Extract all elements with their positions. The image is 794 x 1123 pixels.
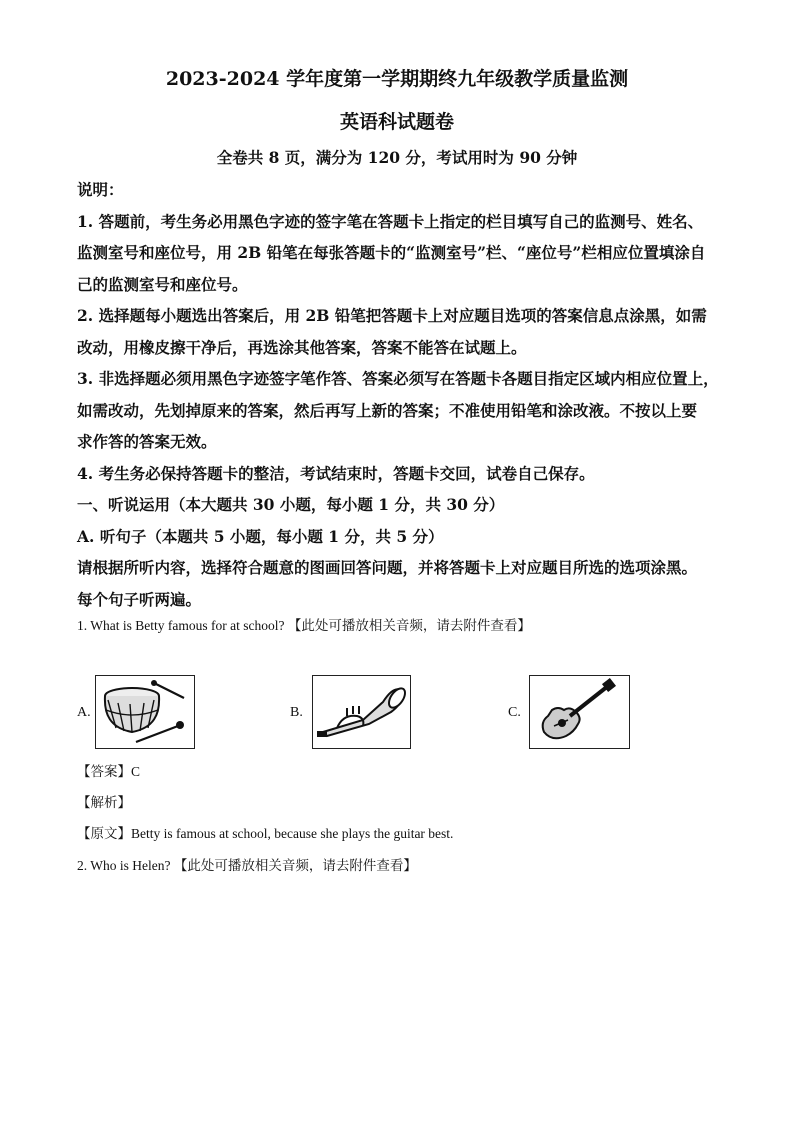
exam-subtitle: 英语科试题卷 xyxy=(339,111,454,133)
direction-line: 请根据所听内容，选择符合题意的图画回答问题，并将答题卡上对应题目所选的选项涂黑。 xyxy=(77,558,698,577)
instruction-line: 监测室号和座位号，用 2B 铅笔在每张答题卡的“监测室号”栏、“座位号”栏相应位置填涂自 xyxy=(77,243,706,262)
option-a-label: A. xyxy=(77,705,91,720)
option-b-label: B. xyxy=(290,705,303,720)
part-title: 一、听说运用（本大题共 30 小题，每小题 1 分，共 30 分） xyxy=(77,495,505,514)
option-b-image[interactable] xyxy=(312,675,411,749)
instructions-heading: 说明： xyxy=(77,180,124,199)
question-2-prompt: 2. Who is Helen? 【此处可播放相关音频，请去附件查看】 xyxy=(77,858,417,873)
analysis-line: 【解析】 xyxy=(77,795,131,810)
instruction-line: 2. 选择题每小题选出答案后，用 2B 铅笔把答题卡上对应题目选项的答案信息点涂黑，如需 xyxy=(77,306,707,325)
exam-meta: 全卷共 8 页，满分为 120 分，考试用时为 90 分钟 xyxy=(216,148,578,167)
option-c-image[interactable] xyxy=(529,675,630,749)
original-text-line: 【原文】Betty is famous at school, because she plays the guitar best. xyxy=(77,826,454,841)
instructions-block xyxy=(77,174,727,615)
option-a-image[interactable] xyxy=(95,675,195,749)
instruction-line: 求作答的答案无效。 xyxy=(77,432,217,451)
trumpet-icon xyxy=(313,676,410,748)
exam-title: 2023-2024 学年度第一学期期终九年级教学质量监测 xyxy=(165,68,629,90)
instruction-line: 4. 考生务必保持答题卡的整洁，考试结束时，答题卡交回，试卷自己保存。 xyxy=(77,463,595,483)
option-c-label: C. xyxy=(508,705,521,720)
instruction-line: 改动，用橡皮擦干净后，再选涂其他答案，答案不能答在试题上。 xyxy=(77,337,527,357)
answer-line: 【答案】C xyxy=(77,764,141,779)
question-1-prompt: 1. What is Betty famous for at school? 【此处可播放相关音频，请去附件查看】 xyxy=(77,618,531,633)
instruction-line: 1. 答题前，考生务必用黑色字迹的签字笔在答题卡上指定的栏目填写自己的监测号、姓名、 xyxy=(77,211,704,231)
direction-line: 每个句子听两遍。 xyxy=(77,589,202,609)
sub-title: A. 听句子（本题共 5 小题，每小题 1 分，共 5 分） xyxy=(77,526,444,546)
drum-icon xyxy=(96,676,194,748)
guitar-icon xyxy=(530,676,629,748)
instruction-line: 己的监测室号和座位号。 xyxy=(77,274,248,294)
instruction-line: 如需改动，先划掉原来的答案，然后再写上新的答案；不准使用铅笔和涂改液。不按以上要 xyxy=(77,400,698,420)
instruction-line: 3. 非选择题必须用黑色字迹签字笔作答、答案必须写在答题卡各题目指定区域内相应位置上， xyxy=(77,369,719,388)
